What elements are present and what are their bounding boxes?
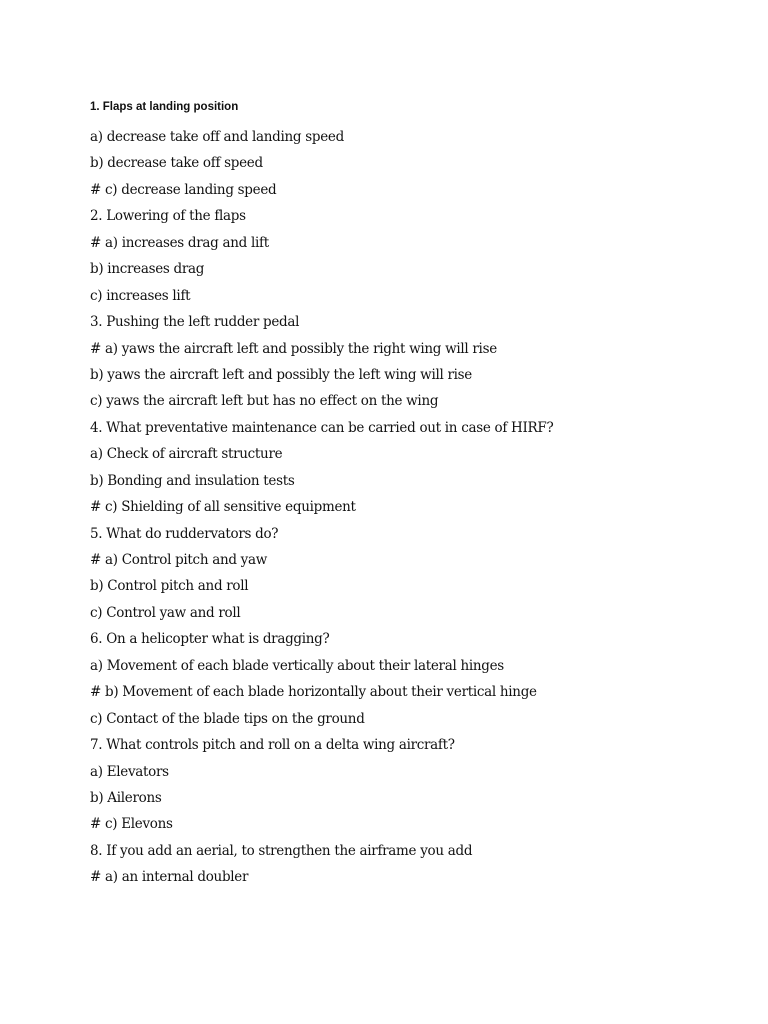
document-line: # a) increases drag and lift: [90, 234, 269, 251]
document-line: a) decrease take off and landing speed: [90, 129, 344, 145]
document-line: # b) Movement of each blade horizontally about their vertical hinge: [90, 684, 537, 701]
document-line: c) Contact of the blade tips on the ground: [90, 710, 365, 727]
document-line: # c) Shielding of all sensitive equipment: [90, 499, 356, 516]
document-line: a) Movement of each blade vertically about their lateral hinges: [90, 657, 504, 674]
document-line: c) increases lift: [90, 287, 191, 304]
question-heading: 1. Flaps at landing position: [90, 101, 239, 113]
document-line: # a) an internal doubler: [90, 869, 249, 886]
document-line: 5. What do ruddervators do?: [90, 525, 279, 542]
document-line: b) Control pitch and roll: [90, 578, 249, 595]
document-line: b) decrease take off speed: [90, 155, 263, 172]
document-line: a) Check of aircraft structure: [90, 446, 283, 463]
document-line: c) Control yaw and roll: [90, 604, 241, 621]
document-line: a) Elevators: [90, 763, 169, 780]
document-line: 8. If you add an aerial, to strengthen the airframe you add: [90, 842, 473, 859]
document-line: b) Bonding and insulation tests: [90, 472, 295, 489]
document-line: b) Ailerons: [90, 789, 162, 806]
document-line: 2. Lowering of the flaps: [90, 208, 246, 225]
document-line: 7. What controls pitch and roll on a delta wing aircraft?: [90, 737, 455, 754]
document-line: b) yaws the aircraft left and possibly the left wing will rise: [90, 366, 472, 383]
document-line: 3. Pushing the left rudder pedal: [90, 314, 300, 331]
document-line: b) increases drag: [90, 261, 205, 278]
document-line: c) yaws the aircraft left but has no effect on the wing: [90, 393, 439, 410]
document-line: 6. On a helicopter what is dragging?: [90, 631, 330, 648]
question-list: [90, 124, 730, 891]
document-line: # c) Elevons: [90, 816, 173, 833]
document-line: # c) decrease landing speed: [90, 181, 277, 198]
document-line: # a) yaws the aircraft left and possibly the right wing will rise: [90, 340, 497, 357]
document-line: 4. What preventative maintenance can be carried out in case of HIRF?: [90, 419, 554, 436]
document-line: # a) Control pitch and yaw: [90, 552, 268, 568]
